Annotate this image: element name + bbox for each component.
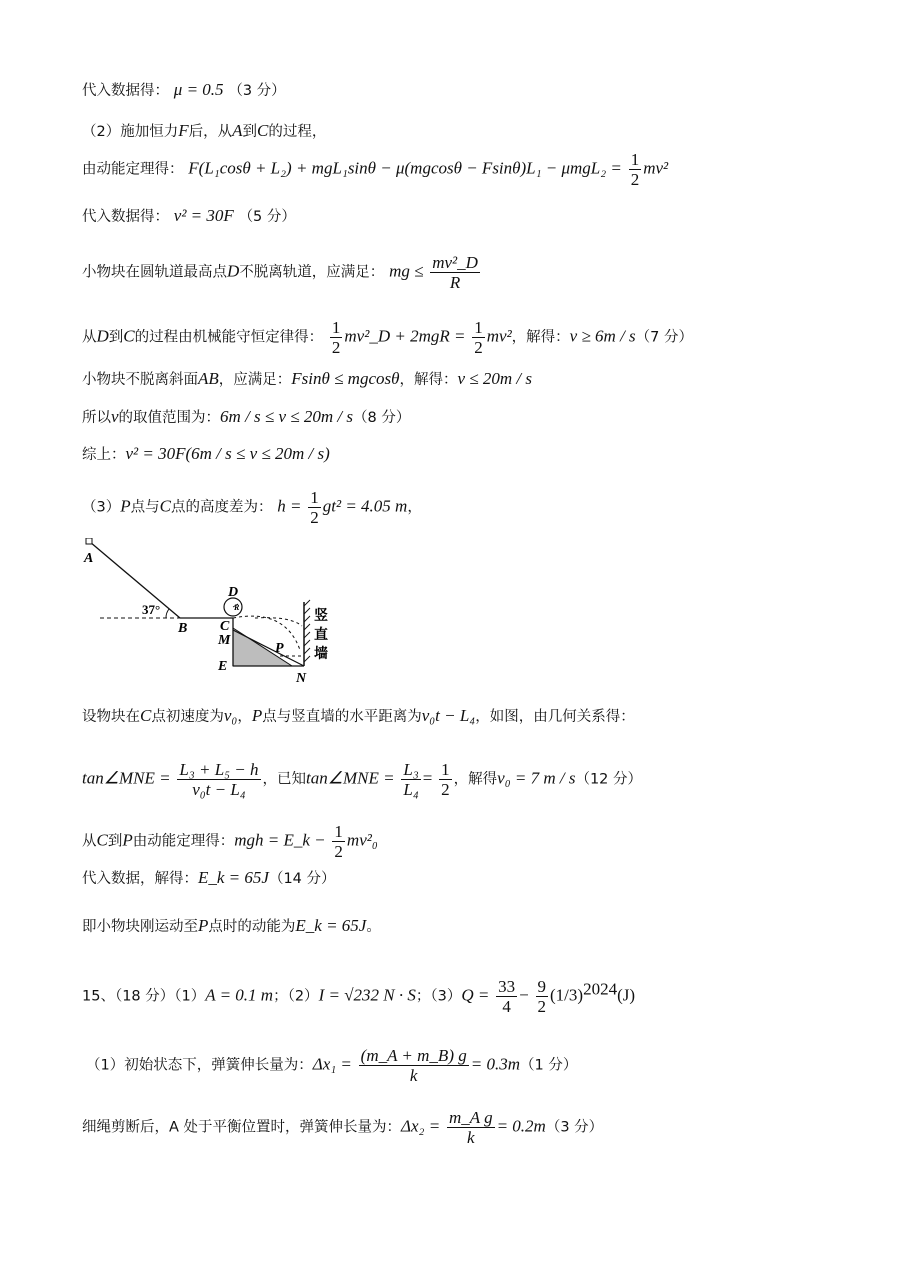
label-a: A: [84, 551, 94, 566]
label-e: E: [218, 659, 228, 674]
label-m: M: [218, 633, 231, 648]
velocity-range: 所以v的取值范围为：6m / s ≤ v ≤ 20m / s（8 分）: [82, 407, 411, 426]
slope-condition: 小物块不脱离斜面AB，应满足：Fsinθ ≤ mgcosθ，解得：v ≤ 20m / s: [82, 369, 532, 388]
label-c: C: [220, 619, 230, 634]
wall-label-1: 竖: [314, 608, 328, 624]
label-r: R: [234, 603, 240, 612]
label-b: B: [178, 621, 188, 636]
label-p: P: [275, 641, 284, 656]
physics-diagram: [80, 538, 380, 688]
wall-label-2: 直: [314, 627, 328, 643]
spring-initial-extension: （1）初始状态下，弹簧伸长量为：Δx₁ = $\frac{(m\_A + m\_B) g}{k}$ = 0.3m（1 分）: [86, 1046, 578, 1085]
label-d: D: [228, 585, 239, 600]
fraction-centripetal: $\frac{\text{mv²\_D}}{R}$: [432, 253, 478, 292]
wall-label-3: 墙: [314, 646, 328, 662]
part3-height-difference: （3）P点与C点的高度差为： h = $\frac{1}{2}$ gt² = 4.05 m，: [82, 488, 422, 527]
answer-line-v-squared: 代入数据得： v² = 30F （5 分）: [82, 206, 296, 225]
top-point-condition: 小物块在圆轨道最高点D不脱离轨道，应满足： mg ≤ $\frac{\text{mv²\_D}}{R}$: [82, 253, 478, 292]
kinetic-energy-conclusion: 即小物块刚运动至P点时的动能为E_k = 65J。: [82, 916, 381, 935]
tangent-relation: tan∠MNE = $\frac{\text{L₃ + L₅ − h}}{\text{v₀t − L₄}}$ ，已知tan∠MNE = $\frac{\text{L₃}}{\text{L₄}}$ = $\frac{1}{2}$ ，解得v₀ = 7 m / s（12 分）: [82, 760, 643, 799]
summary-line: 综上：v² = 30F(6m / s ≤ v ≤ 20m / s): [82, 444, 330, 463]
answer-line-mu: 代入数据得： μ = 0.5 （3 分）: [82, 80, 286, 99]
kinetic-energy-theorem-equation: 由动能定理得： F(L₁cosθ + L₂) + mgL₁sinθ − μ(mgcosθ − Fsinθ)L₁ − μmgL₂ = $\frac{1}{2}$ mv²: [82, 150, 669, 189]
energy-conservation-equation: 从D到C的过程由机械能守恒定律得： $\frac{1}{2}$ mv²_D + 2mgR = $\frac{1}{2}$ mv²，解得：v ≥ 6m / s（7 分）: [82, 318, 694, 357]
part2-heading: （2）施加恒力F后，从A到C的过程，: [82, 121, 327, 140]
spring-equilibrium-extension: 细绳剪断后，A 处于平衡位置时，弹簧伸长量为：Δx₂ = $\frac{\text{m\_A g}}{k}$ = 0.2m（3 分）: [82, 1108, 604, 1147]
label-angle: 37°: [142, 602, 161, 617]
label-n: N: [296, 671, 307, 686]
question-15-answers: 15、（18 分）（1）A = 0.1 m；（2）I = √232 N · S；（3）Q = $\frac{33}{4}$ − $\frac{9}{2}$ $(1/3)^{2024}(J)$: [82, 977, 636, 1016]
fraction-half: $\frac{1}{2}$: [630, 150, 640, 189]
c-to-p-energy: 从C到P由动能定理得：mgh = E_k − $\frac{1}{2}$ mv²₀: [82, 822, 378, 861]
kinetic-energy-result: 代入数据，解得：E_k = 65J（14 分）: [82, 868, 336, 887]
initial-velocity-setup: 设物块在C点初速度为v₀，P点与竖直墙的水平距离为v₀t − L₄，如图，由几何关系得：: [82, 706, 635, 725]
